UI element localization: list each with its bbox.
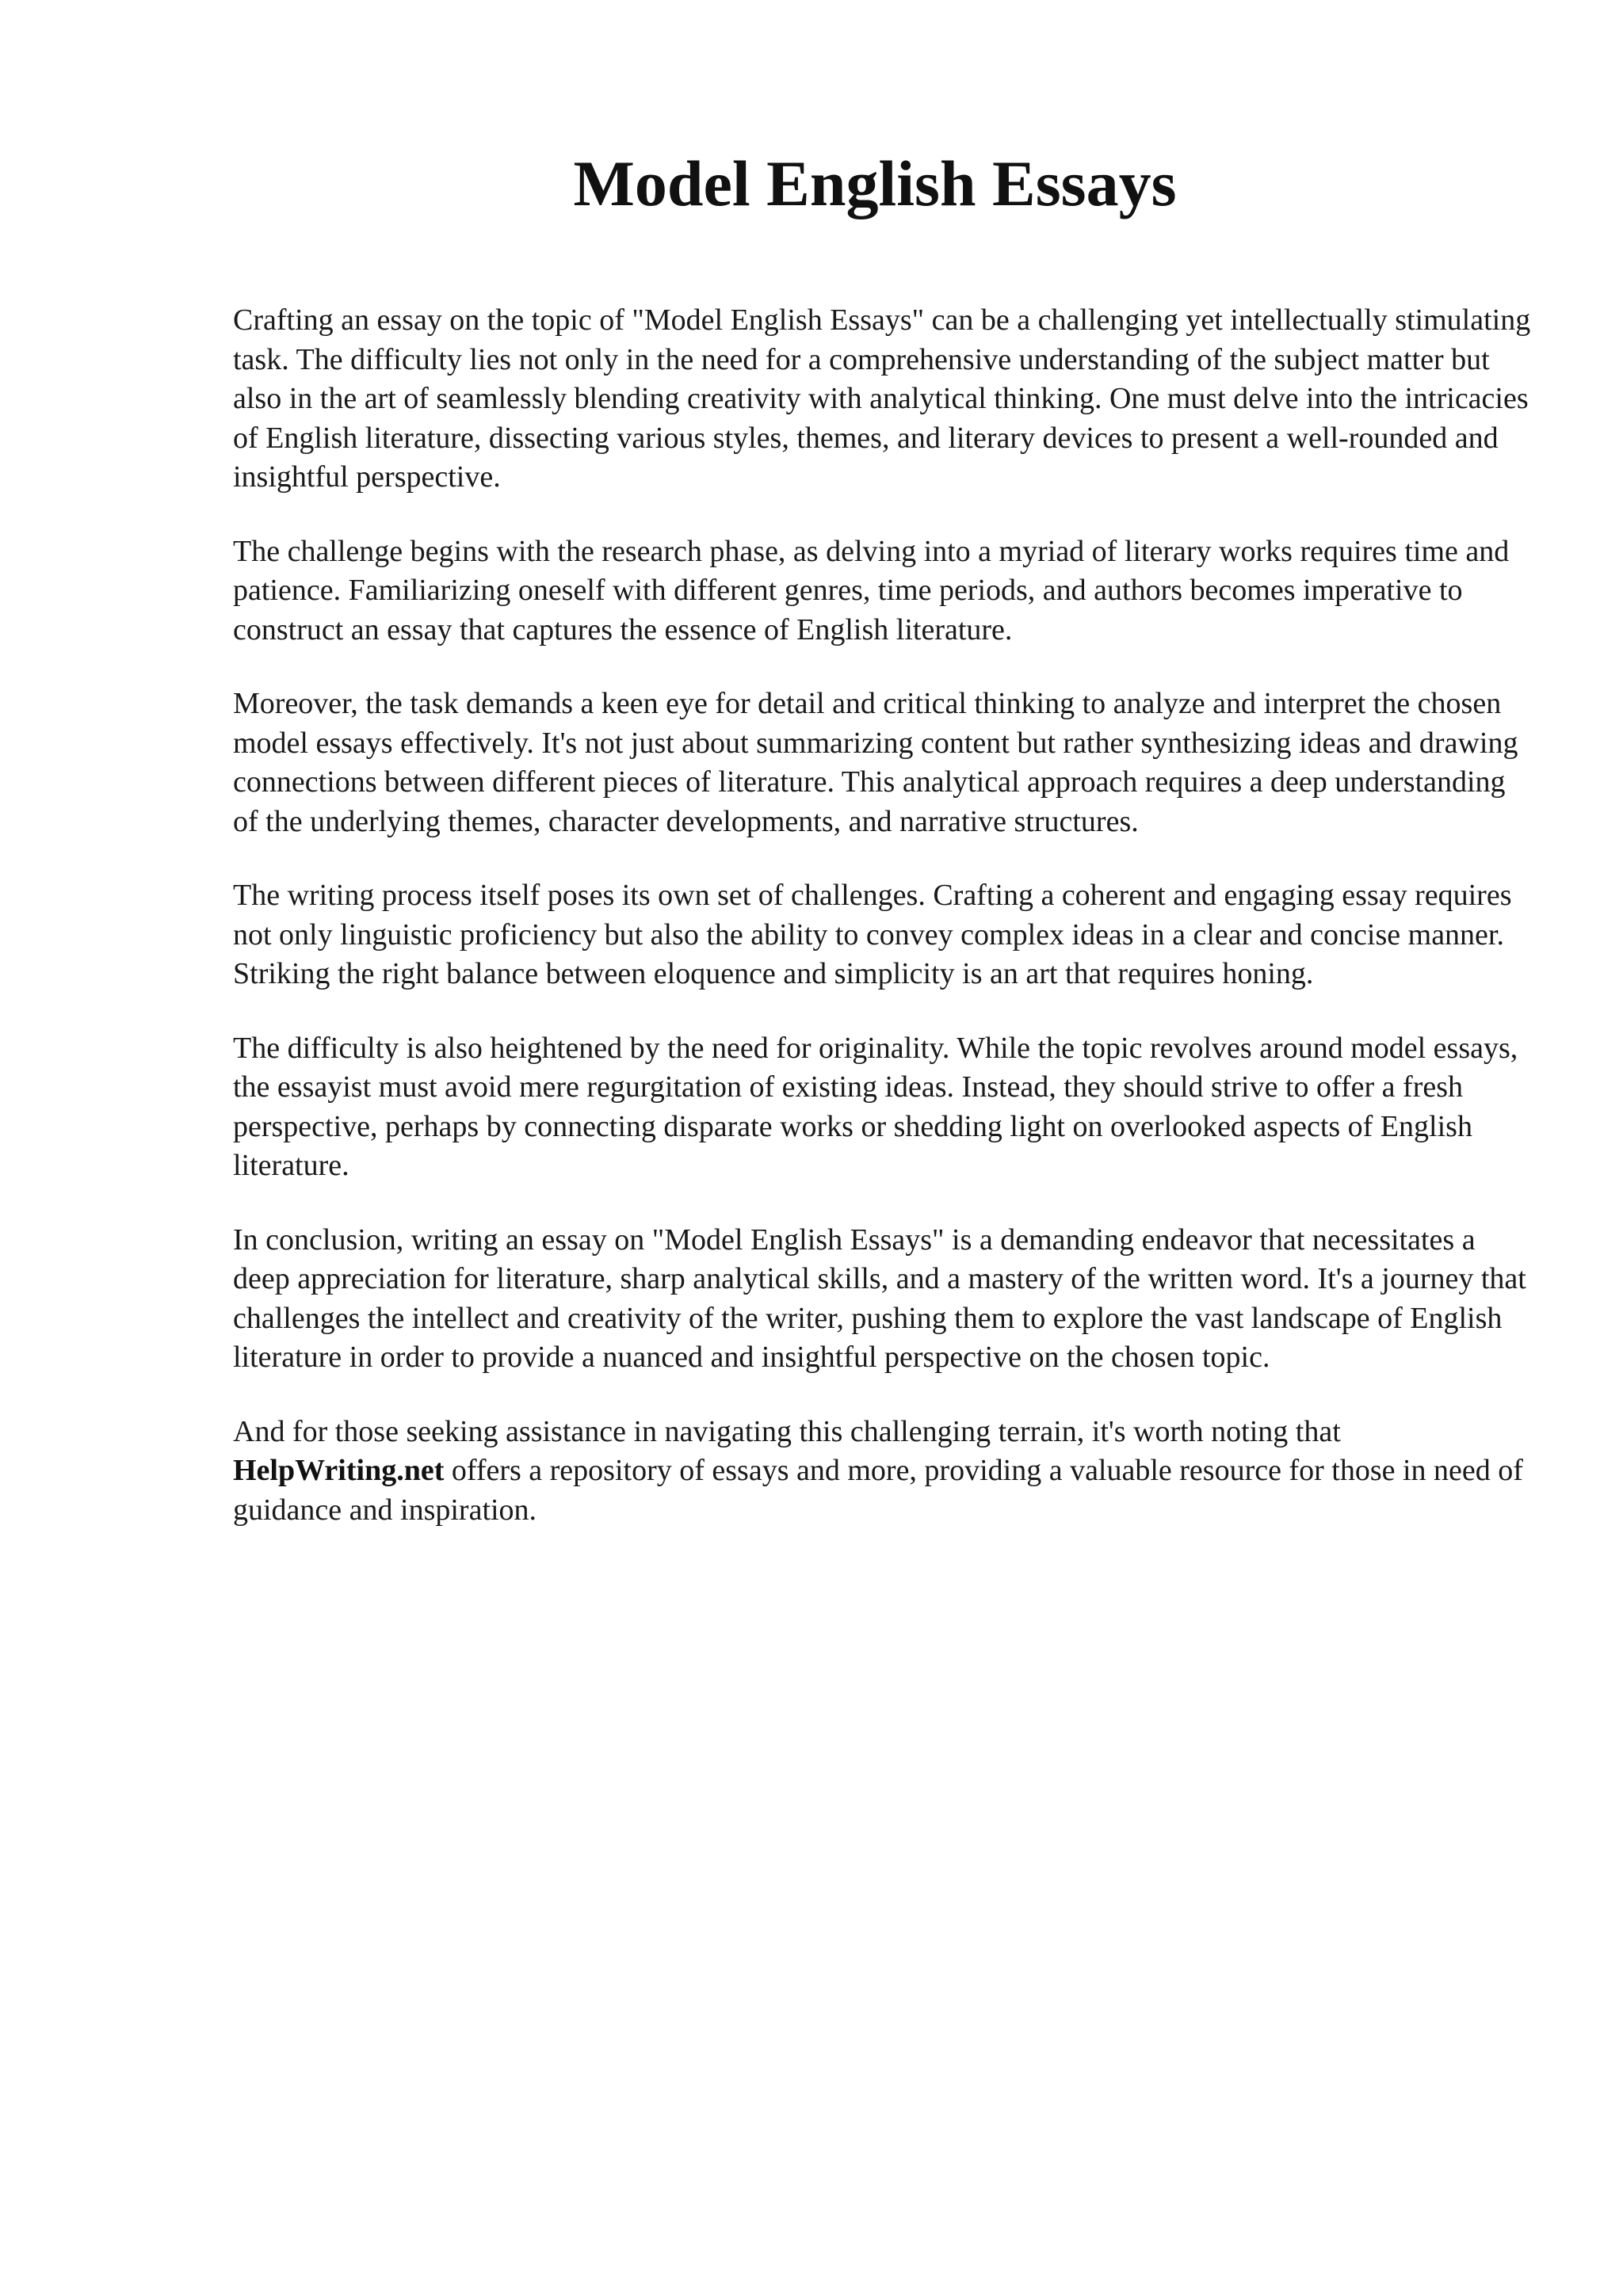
paragraph-conclusion: In conclusion, writing an essay on "Model English Essays" is a demanding endeavor that necessitates a deep appreciation for literature, sharp analytical skills, and a mastery of the written word. It's a journey that challenges the intellect and creativity of the writer, pushing them to explore the vast landscape of English literature in order to provide a nuanced and insightful perspective on the chosen topic. (233, 1222, 1526, 1374)
document-body (233, 301, 1533, 1565)
brand-name: HelpWriting.net (233, 1454, 445, 1487)
document-title: Model English Essays (573, 147, 1177, 219)
paragraph-research: The challenge begins with the research phase, as delving into a myriad of literary works requires time and patience. Familiarizing oneself with different genres, time periods, and authors becomes imperative to construct an essay that captures the essence of English literature. (233, 534, 1510, 646)
paragraph-writing-process: The writing process itself poses its own set of challenges. Crafting a coherent and engaging essay requires not only linguistic proficiency but also the ability to convey complex ideas in a clear and concise manner. Striking the right balance between eloquence and simplicity is an art that requires honing. (233, 879, 1512, 990)
paragraph-intro: Crafting an essay on the topic of "Model English Essays" can be a challenging yet intellectually stimulating task. The difficulty lies not only in the need for a comprehensive understanding of the subject matter but also in the art of seamlessly blending creativity with analytical thinking. One must delve into the intricacies of English literature, dissecting various styles, themes, and literary devices to present a well-rounded and insightful perspective. (233, 303, 1531, 494)
paragraph-closing (233, 1413, 1533, 1531)
paragraph-analysis: Moreover, the task demands a keen eye for detail and critical thinking to analyze and interpret the chosen model essays effectively. It's not just about summarizing content but rather synthesizing ideas and drawing connections between different pieces of literature. This analytical approach requires a deep understanding of the underlying themes, character developments, and narrative structures. (233, 687, 1518, 838)
paragraph-originality: The difficulty is also heightened by the need for originality. While the topic revolves around model essays, the essayist must avoid mere regurgitation of existing ideas. Instead, they should strive to offer a fresh perspective, perhaps by connecting disparate works or shedding light on overlooked aspects of English literature. (233, 1031, 1518, 1182)
closing-text-after: offers a repository of essays and more, providing a valuable resource for those in need of guidance and inspiration. (233, 1454, 1523, 1527)
closing-text-before: And for those seeking assistance in navigating this challenging terrain, it's worth noting that (233, 1414, 1341, 1448)
